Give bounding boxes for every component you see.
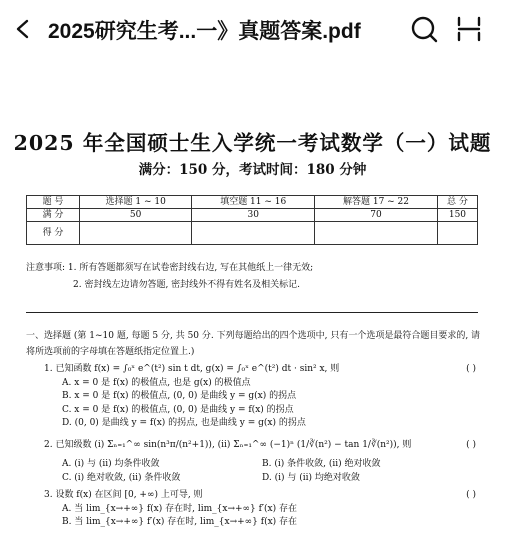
answer-paren: ( ) (466, 364, 476, 374)
answer-paren: ( ) (466, 490, 476, 500)
option: B. 当 lim_{x→+∞} f′(x) 存在时, lim_{x→+∞} f(x) 存在 (62, 517, 298, 527)
section-heading: 一、选择题 (第 1~10 题, 每题 5 分, 共 50 分. 下列每题给出的四个选项中, 只有一个选项是最符合题目要求的, 请将所选项前的字母填在答题纸指定位置上.) (26, 331, 481, 357)
table-cell: 150 (437, 209, 477, 222)
divider (26, 312, 478, 313)
score-table (26, 195, 478, 245)
table-cell: 满 分 (27, 209, 80, 222)
exam-title: 2025 年全国硕士生入学统一考试数学（一）试题 (13, 131, 492, 155)
table-cell: 题 号 (27, 196, 80, 209)
table-cell: 70 (315, 209, 438, 222)
table-cell (80, 222, 192, 245)
option: D. (i) 与 (ii) 均绝对收敛 (262, 472, 360, 483)
top-toolbar (0, 0, 505, 58)
menu-icon (454, 14, 484, 44)
notice-line: 2. 密封线左边请勿答题, 密封线外不得有姓名及相关标记. (73, 280, 301, 290)
back-button[interactable] (8, 14, 38, 44)
table-cell (192, 222, 315, 245)
pdf-page[interactable] (0, 58, 505, 560)
search-icon (410, 14, 440, 44)
table-cell: 解答题 17 ~ 22 (315, 196, 438, 209)
table-cell: 50 (80, 209, 192, 222)
exam-subtitle: 满分：150 分，考试时间：180 分钟 (138, 162, 367, 178)
option: C. x = 0 是 f(x) 的极值点, (0, 0) 是曲线 y = f(x) 的拐点 (62, 404, 294, 415)
question-3 (44, 489, 484, 503)
question-stem: 1. 已知函数 f(x) = ∫₀ˣ e^(t²) sin t dt, g(x) = ∫₀ˣ e^(t²) dt · sin² x, 则 (44, 364, 340, 374)
option-row (44, 472, 484, 486)
table-row (27, 196, 478, 209)
document-title: 2025研究生考...一》真题答案.pdf (48, 20, 361, 43)
question-stem: 3. 设数 f(x) 在区间 [0, +∞) 上可导, 则 (44, 490, 203, 500)
notice-line: 注意事项: 1. 所有答题都须写在试卷密封线右边, 写在其他纸上一律无效; (26, 263, 314, 273)
table-row (27, 222, 478, 245)
option: B. x = 0 是 f(x) 的极值点, (0, 0) 是曲线 y = g(x) 的拐点 (62, 391, 297, 401)
question-stem: 2. 已知级数 (i) Σₙ₌₁^∞ sin(n³π/(n²+1)), (ii) Σₙ₌₁^∞ (−1)ⁿ (1/∛(n²) − tan 1/∛(n²)), 则 (44, 439, 412, 450)
option: D. (0, 0) 是曲线 y = f(x) 的拐点, 也是曲线 y = g(x) 的拐点 (62, 418, 306, 428)
table-cell: 填空题 11 ~ 16 (192, 196, 315, 209)
option: B. (i) 条件收敛, (ii) 绝对收敛 (262, 459, 381, 469)
option: A. 当 lim_{x→+∞} f(x) 存在时, lim_{x→+∞} f′(x) 存在 (62, 503, 297, 514)
table-row (27, 209, 478, 222)
answer-paren: ( ) (466, 439, 476, 450)
notice (26, 260, 313, 294)
menu-button[interactable] (454, 14, 484, 44)
table-cell: 总 分 (437, 196, 477, 209)
table-cell: 选择题 1 ~ 10 (80, 196, 192, 209)
question-list (44, 363, 484, 530)
question-2 (44, 439, 484, 453)
option: C. (i) 绝对收敛, (ii) 条件收敛 (62, 472, 181, 483)
option-row (44, 458, 484, 472)
table-cell (437, 222, 477, 245)
table-cell: 得 分 (27, 222, 80, 245)
table-cell: 30 (192, 209, 315, 222)
option: A. x = 0 是 f(x) 的极值点, 也是 g(x) 的极值点 (62, 377, 251, 388)
question-1 (44, 363, 484, 377)
table-cell (315, 222, 438, 245)
search-button[interactable] (410, 14, 440, 44)
chevron-left-icon (12, 18, 34, 40)
option: A. (i) 与 (ii) 均条件收敛 (62, 459, 160, 469)
